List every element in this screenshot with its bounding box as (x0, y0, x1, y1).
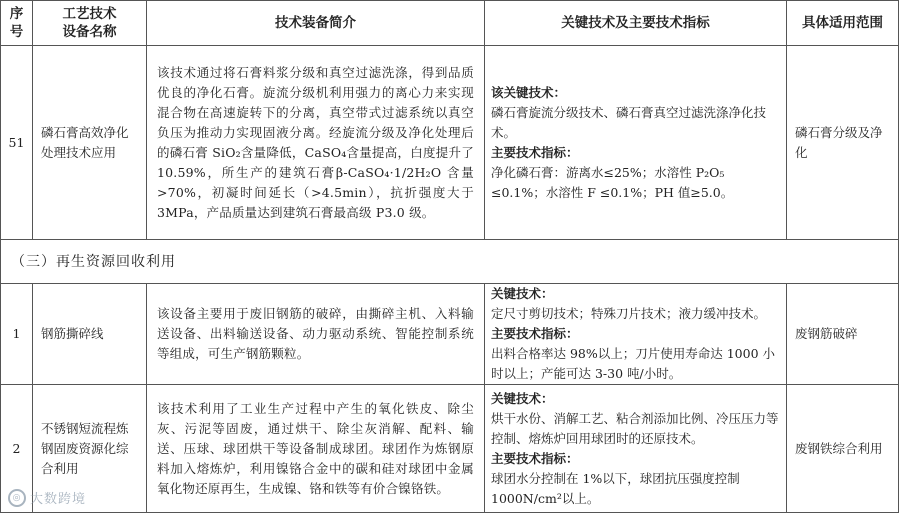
key-label: 关键技术： (491, 286, 554, 301)
table-row (1, 385, 899, 513)
header-scope: 具体适用范围 (787, 1, 899, 46)
section-row (1, 240, 899, 284)
key-text: 磷石膏旋流分级技术、磷石膏真空过滤洗涤净化技术。 (491, 104, 767, 140)
table-row (1, 284, 899, 385)
row-scope: 废钢筋破碎 (787, 284, 899, 385)
watermark (8, 488, 86, 507)
row-no: 2 (1, 385, 33, 513)
key-label: 该关键技术： (491, 84, 567, 100)
row-scope: 废钢铁综合利用 (787, 385, 899, 513)
row-desc: 该设备主要用于废旧钢筋的破碎，由撕碎主机、入料输送设备、出料输送设备、动力驱动系统、智能控制系统等组成，可生产钢筋颗粒。 (147, 284, 485, 385)
row-key-cell (485, 284, 787, 385)
row-key-cell (485, 385, 787, 513)
row-key-cell (485, 46, 787, 240)
table-row (1, 46, 899, 240)
watermark-text: 大数跨境 (30, 492, 87, 507)
key-text: 定尺寸剪切技术；特殊刀片技术；液力缓冲技术。 (491, 306, 767, 321)
row-name: 磷石膏高效净化处理技术应用 (33, 46, 147, 240)
indicator-label: 主要技术指标： (491, 326, 579, 341)
key-label: 关键技术： (491, 390, 554, 406)
indicator-label: 主要技术指标： (491, 144, 579, 160)
row-desc: 该技术通过将石膏料浆分级和真空过滤洗涤，得到品质优良的净化石膏。旋流分级机利用强力的离心力来实现混合物在高速旋转下的分离，真空带式过滤系统以真空负压为推动力实现固液分离。经旋流分级及净化处理后的磷石膏 SiO₂含量降低，CaSO₄含量提高，白度提升了10.59%，所生产的建筑石膏β-CaSO₄·1/2H₂O 含量>70%，初凝时间延长（>4.5min），抗折强度大于 3MPa，产品质量达到建筑石膏最高级 P3.0 级。 (147, 46, 485, 240)
key-text: 烘干水份、消解工艺、粘合剂添加比例、冷压压力等控制、熔炼炉回用球团时的还原技术。 (491, 410, 779, 446)
indicator-text: 出料合格率达 98%以上；刀片使用寿命达 1000 小时以上；产能可达 3-30 吨/小时。 (491, 346, 776, 381)
row-no: 1 (1, 284, 33, 385)
row-name: 不锈钢短流程炼钢固废资源化综合利用 (33, 385, 147, 513)
row-desc: 该技术利用了工业生产过程中产生的氧化铁皮、除尘灰、污泥等固废，通过烘干、除尘灰消解、配料、输送、压球、球团烘干等设备制成球团。球团作为炼钢原料加入熔炼炉，利用镍铬合金中的碳和硅对球团中金属氧化物还原再生，生成镍、铬和铁等有价合镍铬铁。 (147, 385, 485, 513)
indicator-text: 净化磷石膏：游离水≤25%；水溶性 P₂O₅ ≤0.1%；水溶性 F ≤0.1%；PH 值≥5.0。 (491, 164, 734, 200)
row-name: 钢筋撕碎线 (33, 284, 147, 385)
header-name: 工艺技术 设备名称 (33, 1, 147, 46)
indicator-label: 主要技术指标： (491, 450, 579, 466)
indicator-text: 球团水分控制在 1%以下，球团抗压强度控制 1000N/cm²以上。 (491, 470, 740, 506)
header-no: 序 号 (1, 1, 33, 46)
header-desc: 技术装备简介 (147, 1, 485, 46)
header-key: 关键技术及主要技术指标 (485, 1, 787, 46)
table-header-row (1, 1, 899, 46)
row-scope: 磷石膏分级及净化 (787, 46, 899, 240)
watermark-logo-icon: ◎ (8, 489, 26, 507)
row-no: 51 (1, 46, 33, 240)
section-title: （三）再生资源回收利用 (1, 240, 899, 284)
